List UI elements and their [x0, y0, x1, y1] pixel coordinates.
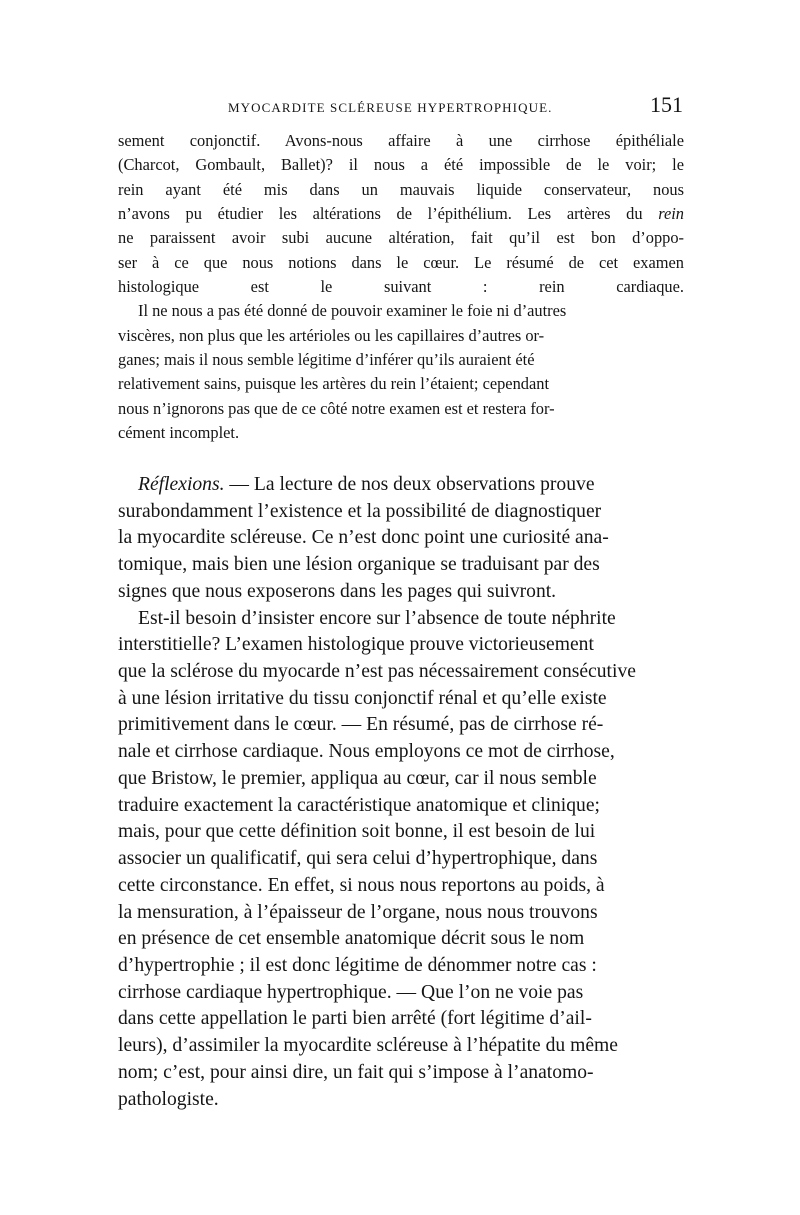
observation-notes	[118, 129, 684, 445]
line: que la sclérose du myocarde n’est pas nécessairement consécutive	[118, 661, 636, 683]
line: nale et cirrhose cardiaque. Nous employons ce mot de cirrhose,	[118, 741, 615, 763]
line: relativement sains, puisque les artères du rein l’étaient; cependant	[118, 374, 549, 394]
paragraph	[118, 606, 684, 1114]
line: ne paraissent avoir subi aucune altération, fait qu’il est bon d’oppo-	[118, 228, 684, 248]
line: surabondamment l’existence et la possibilité de diagnostiquer	[118, 500, 602, 522]
line: la myocardite scléreuse. Ce n’est donc point une curiosité ana-	[118, 527, 609, 549]
line: leurs), d’assimiler la myocardite scléreuse à l’hépatite du même	[118, 1035, 618, 1057]
line: signes que nous exposerons dans les pages qui suivront.	[118, 580, 557, 602]
paragraph	[118, 299, 684, 445]
line: interstitielle? L’examen histologique prouve victorieusement	[118, 634, 594, 656]
line: viscères, non plus que les artérioles ou les capillaires d’autres or-	[118, 325, 545, 345]
paragraph	[118, 472, 684, 606]
line: en présence de cet ensemble anatomique décrit sous le nom	[118, 928, 585, 950]
line: (Charcot, Gombault, Ballet)? il nous a été impossible de le voir; le	[118, 155, 684, 175]
line: ganes; mais il nous semble légitime d’inférer qu’ils auraient été	[118, 350, 535, 370]
line: Il ne nous a pas été donné de pouvoir examiner le foie ni d’autres	[138, 301, 567, 321]
line: Est-il besoin d’insister encore sur l’absence de toute néphrite	[138, 607, 616, 629]
line: histologique est le suivant : rein cardiaque.	[118, 277, 684, 297]
running-title: MYOCARDITE SCLÉREUSE HYPERTROPHIQUE.	[228, 100, 553, 115]
line: tomique, mais bien une lésion organique se traduisant par des	[118, 554, 600, 576]
line: — La lecture de nos deux observations prouve	[229, 474, 595, 495]
paragraph	[118, 129, 684, 299]
line: traduire exactement la caractéristique anatomique et clinique;	[118, 794, 600, 816]
line: dans cette appellation le parti bien arrêté (fort légitime d’ail-	[118, 1008, 592, 1030]
line: nom; c’est, pour ainsi dire, un fait qui s’impose à l’anatomo-	[118, 1061, 594, 1083]
page-number: 151	[650, 92, 683, 117]
line: rein ayant été mis dans un mauvais liquide conservateur, nous	[118, 179, 684, 199]
line: d’hypertrophie ; il est donc légitime de dénommer notre cas :	[118, 954, 597, 976]
line: cirrhose cardiaque hypertrophique. — Que l’on ne voie pas	[118, 981, 584, 1003]
line: ser à ce que nous notions dans le cœur. Le résumé de cet examen	[118, 252, 684, 272]
line: la mensuration, à l’épaisseur de l’organe, nous nous trouvons	[118, 901, 598, 923]
running-head	[228, 92, 683, 118]
line: pathologiste.	[118, 1088, 219, 1110]
line: n’avons pu étudier les altérations de l’épithélium. Les artères du	[118, 204, 643, 224]
reflections-section	[118, 472, 684, 1113]
line: cette circonstance. En effet, si nous nous reportons au poids, à	[118, 874, 605, 896]
line: associer un qualificatif, qui sera celui d’hypertrophique, dans	[118, 848, 598, 870]
line: primitivement dans le cœur. — En résumé, pas de cirrhose ré-	[118, 714, 604, 736]
line: sement conjonctif. Avons-nous affaire à une cirrhose épithéliale	[118, 131, 684, 150]
italic-word: rein	[658, 204, 684, 224]
line: que Bristow, le premier, appliqua au cœur, car il nous semble	[118, 767, 597, 789]
line: à une lésion irritative du tissu conjonctif rénal et qu’elle existe	[118, 687, 607, 709]
line: nous n’ignorons pas que de ce côté notre examen est et restera for-	[118, 398, 555, 418]
section-heading: Réflexions.	[138, 474, 225, 495]
line: mais, pour que cette définition soit bonne, il est besoin de lui	[118, 821, 596, 843]
line: cément incomplet.	[118, 423, 240, 443]
